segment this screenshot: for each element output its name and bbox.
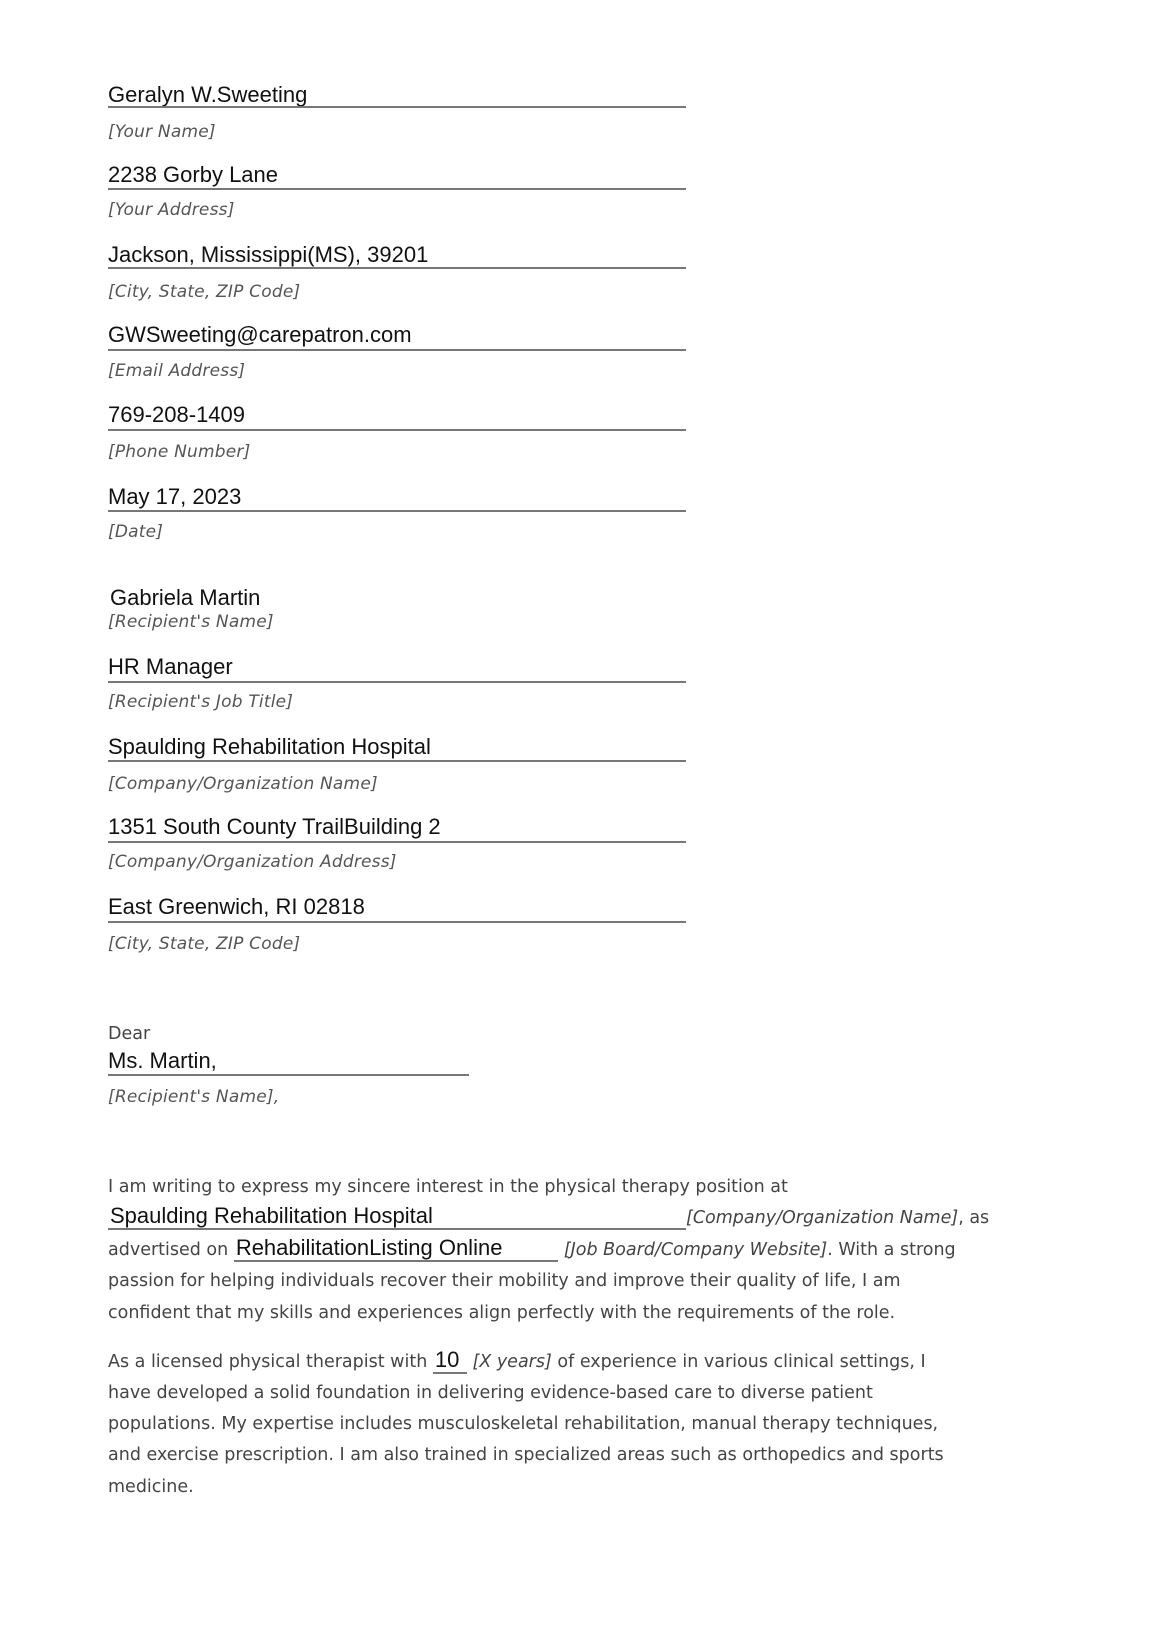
field-underline bbox=[108, 267, 686, 269]
company-address-label: [Company/Organization Address] bbox=[108, 852, 397, 872]
para1-line3 bbox=[108, 1236, 956, 1263]
sender-name-label: [Your Name] bbox=[108, 122, 216, 142]
sender-address-label: [Your Address] bbox=[108, 200, 235, 220]
field-underline bbox=[108, 681, 686, 683]
para1-line2 bbox=[108, 1204, 989, 1231]
years-inline-field[interactable]: 10 bbox=[433, 1348, 467, 1374]
field-underline bbox=[108, 921, 686, 923]
para2-line2: have developed a solid foundation in delivering evidence-based care to diverse patient bbox=[108, 1383, 873, 1403]
job-board-inline-label: [Job Board/Company Website] bbox=[563, 1240, 828, 1260]
para2-text: As a licensed physical therapist with bbox=[108, 1352, 428, 1372]
recipient-title-label: [Recipient's Job Title] bbox=[108, 692, 294, 712]
para1-text: . With a strong bbox=[827, 1240, 956, 1260]
sender-name-field[interactable]: Geralyn W.Sweeting bbox=[108, 82, 308, 107]
field-underline bbox=[108, 429, 686, 431]
company-city-field[interactable]: East Greenwich, RI 02818 bbox=[108, 894, 365, 919]
para2-line5: medicine. bbox=[108, 1477, 194, 1497]
para1-text: , as bbox=[958, 1208, 990, 1228]
field-underline bbox=[108, 349, 686, 351]
sender-city-field[interactable]: Jackson, Mississippi(MS), 39201 bbox=[108, 242, 429, 267]
salutation-dear: Dear bbox=[108, 1024, 151, 1044]
recipient-name-field[interactable]: Gabriela Martin bbox=[110, 585, 261, 610]
date-field[interactable]: May 17, 2023 bbox=[108, 484, 242, 509]
job-board-inline-field[interactable]: RehabilitationListing Online bbox=[234, 1236, 558, 1262]
years-inline-label: [X years] bbox=[472, 1352, 552, 1372]
company-inline-field[interactable]: Spaulding Rehabilitation Hospital bbox=[108, 1204, 686, 1230]
field-underline bbox=[108, 760, 686, 762]
recipient-title-field[interactable]: HR Manager bbox=[108, 654, 233, 679]
company-name-field[interactable]: Spaulding Rehabilitation Hospital bbox=[108, 734, 431, 759]
para2-line4: and exercise prescription. I am also trained in specialized areas such as orthopedics and sports bbox=[108, 1445, 944, 1465]
salutation-name-field[interactable]: Ms. Martin, bbox=[108, 1048, 217, 1073]
sender-city-label: [City, State, ZIP Code] bbox=[108, 282, 301, 302]
field-underline bbox=[108, 841, 686, 843]
para1-line4: passion for helping individuals recover their mobility and improve their quality of life, I am bbox=[108, 1271, 901, 1291]
para1-text: advertised on bbox=[108, 1240, 229, 1260]
company-city-label: [City, State, ZIP Code] bbox=[108, 934, 301, 954]
para1-line1: I am writing to express my sincere interest in the physical therapy position at bbox=[108, 1177, 788, 1197]
sender-phone-label: [Phone Number] bbox=[108, 442, 251, 462]
para2-line1 bbox=[108, 1348, 926, 1375]
para2-line3: populations. My expertise includes musculoskeletal rehabilitation, manual therapy techniques, bbox=[108, 1414, 939, 1434]
sender-email-label: [Email Address] bbox=[108, 361, 246, 381]
company-address-field[interactable]: 1351 South County TrailBuilding 2 bbox=[108, 814, 441, 839]
sender-address-field[interactable]: 2238 Gorby Lane bbox=[108, 162, 279, 187]
field-underline bbox=[108, 510, 686, 512]
recipient-name-label: [Recipient's Name] bbox=[108, 612, 274, 632]
date-label: [Date] bbox=[108, 522, 164, 542]
sender-email-field[interactable]: GWSweeting@carepatron.com bbox=[108, 322, 412, 347]
salutation-label: [Recipient's Name], bbox=[108, 1087, 280, 1107]
field-underline bbox=[108, 1074, 469, 1076]
para2-text: of experience in various clinical settings, I bbox=[557, 1352, 926, 1372]
field-underline bbox=[108, 188, 686, 190]
sender-phone-field[interactable]: 769-208-1409 bbox=[108, 402, 246, 427]
para1-line5: confident that my skills and experiences align perfectly with the requirements of the role. bbox=[108, 1303, 896, 1323]
company-inline-label: [Company/Organization Name] bbox=[686, 1208, 959, 1228]
field-underline bbox=[108, 106, 686, 108]
company-name-label: [Company/Organization Name] bbox=[108, 774, 378, 794]
